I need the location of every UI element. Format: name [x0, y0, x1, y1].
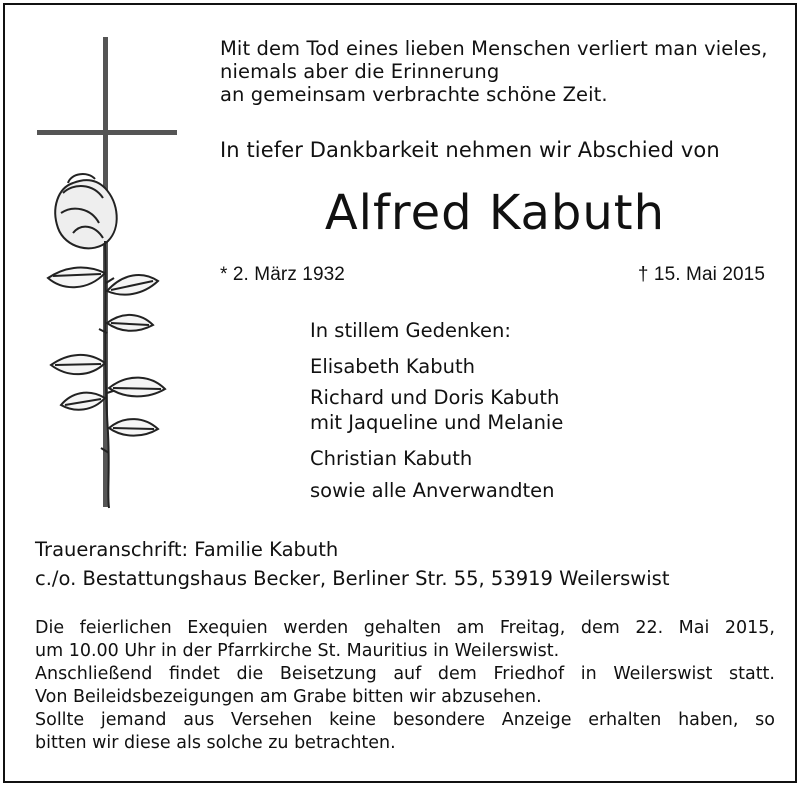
details-line: bitten wir diese als solche zu betrachten. [35, 733, 396, 753]
quote-line: niemals aber die Erinnerung [220, 60, 500, 83]
deceased-name: Alfred Kabuth [324, 185, 665, 241]
birth-date: * 2. März 1932 [220, 264, 345, 285]
obituary-notice [3, 3, 797, 783]
details-line: Sollte jemand aus Versehen keine besondere Anzeige erhalten haben, so [35, 710, 775, 730]
mourner-entry: Richard und Doris Kabuth [310, 386, 560, 409]
address-line: Traueranschrift: Familie Kabuth [35, 538, 339, 561]
details-line: Von Beileidsbezeigungen am Grabe bitten wir abzusehen. [35, 687, 542, 707]
mourner-entry: sowie alle Anverwandten [310, 479, 555, 502]
details-line: Anschließend findet die Beisetzung auf dem Friedhof in Weilerswist statt. [35, 664, 775, 684]
quote-line: an gemeinsam verbrachte schöne Zeit. [220, 83, 608, 106]
mourner-entry: mit Jaqueline und Melanie [310, 411, 564, 434]
mourner-entry: Elisabeth Kabuth [310, 355, 475, 378]
mourners-list [310, 319, 563, 507]
quote-line: Mit dem Tod eines lieben Menschen verliert man vieles, [220, 37, 768, 60]
details-line: um 10.00 Uhr in der Pfarrkirche St. Mauritius in Weilerswist. [35, 641, 560, 661]
details-line: Die feierlichen Exequien werden gehalten am Freitag, dem 22. Mai 2015, [35, 618, 775, 638]
memorial-quote [220, 37, 768, 106]
cross-with-rose-icon [33, 33, 203, 513]
address-line: c./o. Bestattungshaus Becker, Berliner Str. 55, 53919 Weilerswist [35, 567, 670, 590]
condolence-address [35, 535, 669, 593]
funeral-details [35, 617, 775, 755]
mourners-heading: In stillem Gedenken: [310, 319, 511, 342]
death-date: † 15. Mai 2015 [637, 264, 765, 285]
mourner-entry: Christian Kabuth [310, 447, 473, 470]
farewell-line: In tiefer Dankbarkeit nehmen wir Abschied von [220, 138, 720, 162]
